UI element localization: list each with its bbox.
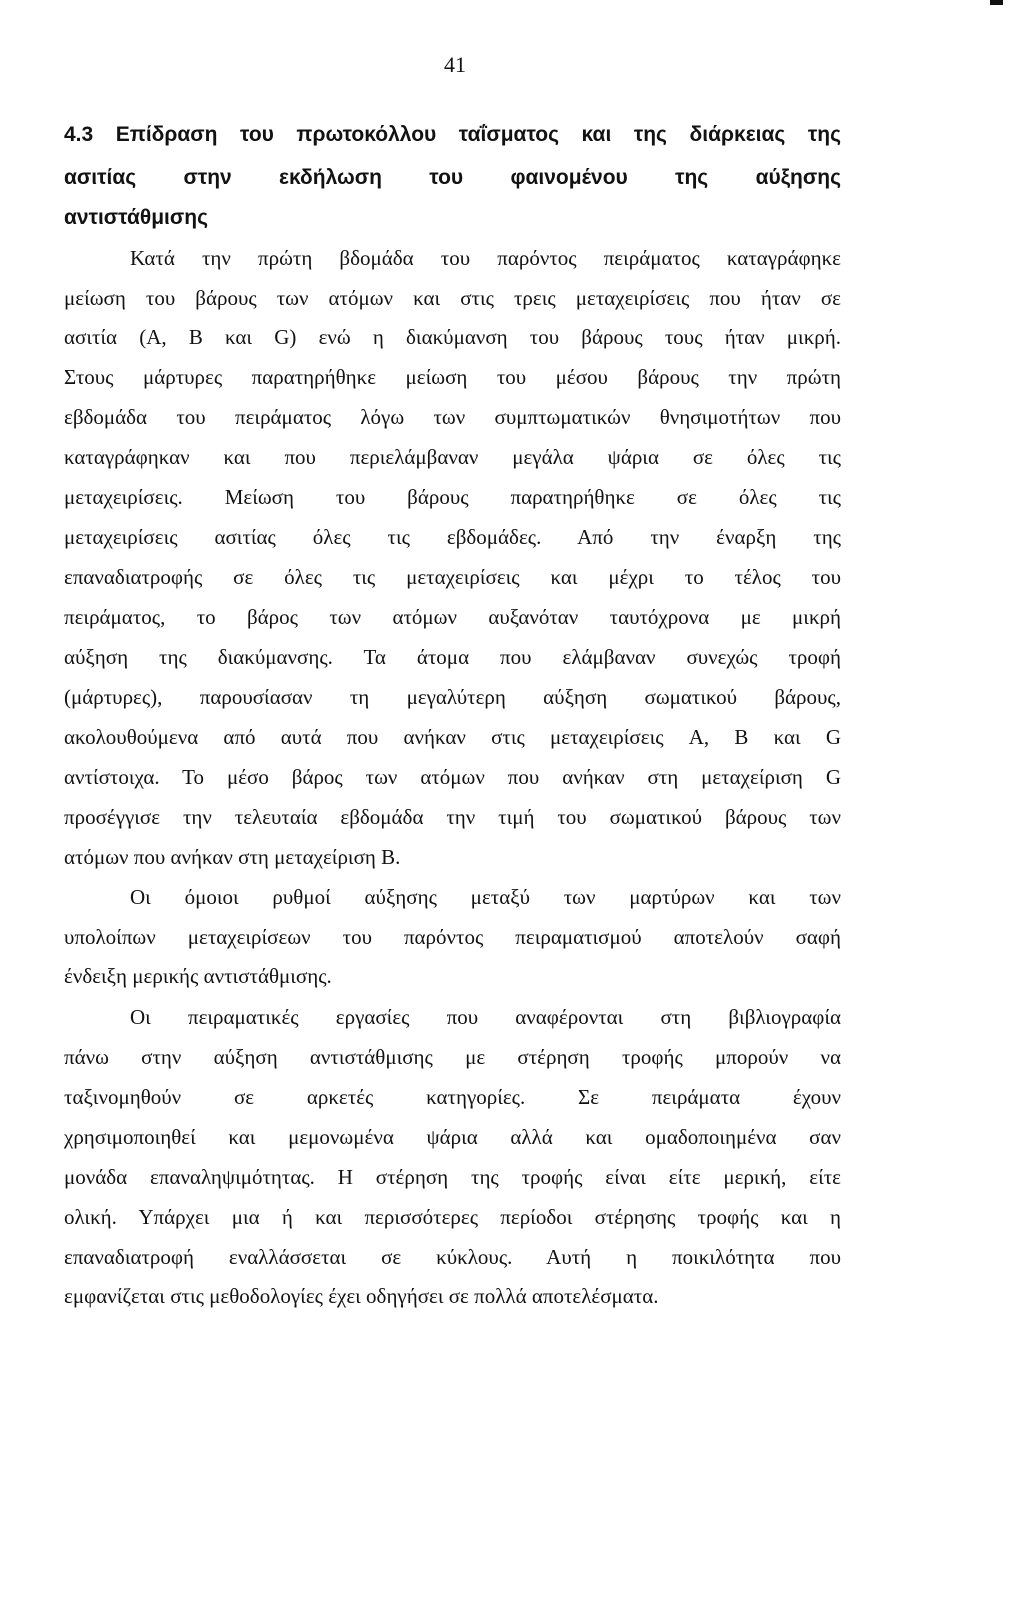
text-line: εμφανίζεται στις μεθοδολογίες έχει οδηγήσει σε πολλά αποτελέσματα. [64,1284,659,1308]
text-line: ταξινομηθούν σε αρκετές κατηγορίες. Σε πειράματα έχουν [64,1085,841,1109]
text-line: (μάρτυρες), παρουσίασαν τη μεγαλύτερη αύξηση σωματικού βάρους, [64,685,841,709]
text-line: εβδομάδα του πειράματος λόγω των συμπτωματικών θνησιμοτήτων που [64,405,841,429]
text-line: επαναδιατροφή εναλλάσσεται σε κύκλους. Αυτή η ποικιλότητα που [64,1245,841,1269]
section-heading-line: ασιτίας στην εκδήλωση του φαινομένου της αύξησης [64,166,841,189]
text-line: ασιτία (A, B και G) ενώ η διακύμανση του βάρους τους ήταν μικρή. [64,325,841,349]
scan-mark [990,0,1003,5]
text-line: μεταχειρίσεις ασιτίας όλες τις εβδομάδες. Από την έναρξη της [64,525,841,549]
text-line: πάνω στην αύξηση αντιστάθμισης με στέρηση τροφής μπορούν να [64,1045,841,1069]
text-line: υπολοίπων μεταχειρίσεων του παρόντος πειραματισμού αποτελούν σαφή [64,925,841,949]
text-line: ένδειξη μερικής αντιστάθμισης. [64,964,332,988]
text-line: μονάδα επαναληψιμότητας. Η στέρηση της τροφής είναι είτε μερική, είτε [64,1165,841,1189]
text-line: προσέγγισε την τελευταία εβδομάδα την τιμή του σωματικού βάρους των [64,805,841,829]
text-line: αύξηση της διακύμανσης. Τα άτομα που ελάμβαναν συνεχώς τροφή [64,645,841,669]
text-line: Κατά την πρώτη βδομάδα του παρόντος πειράματος καταγράφηκε [130,246,841,270]
text-line: μεταχειρίσεις. Μείωση του βάρους παρατηρήθηκε σε όλες τις [64,485,841,509]
text-line: ολική. Υπάρχει μια ή και περισσότερες περίοδοι στέρησης τροφής και η [64,1205,841,1229]
text-line: Στους μάρτυρες παρατηρήθηκε μείωση του μέσου βάρους την πρώτη [64,365,841,389]
text-line: μείωση του βάρους των ατόμων και στις τρεις μεταχειρίσεις που ήταν σε [64,286,841,310]
text-line: χρησιμοποιηθεί και μεμονωμένα ψάρια αλλά και ομαδοποιημένα σαν [64,1125,841,1149]
text-line: Οι πειραματικές εργασίες που αναφέρονται στη βιβλιογραφία [130,1005,841,1029]
text-line: αντίστοιχα. Το μέσο βάρος των ατόμων που ανήκαν στη μεταχείριση G [64,765,841,789]
page-number: 41 [444,52,466,77]
text-line: ατόμων που ανήκαν στη μεταχείριση B. [64,845,401,869]
text-line: Οι όμοιοι ρυθμοί αύξησης μεταξύ των μαρτύρων και των [130,885,841,909]
section-heading-line: 4.3 Επίδραση του πρωτοκόλλου ταΐσματος και της διάρκειας της [64,123,841,146]
section-heading-line: αντιστάθμισης [64,206,209,229]
text-line: πειράματος, το βάρος των ατόμων αυξανόταν ταυτόχρονα με μικρή [64,605,841,629]
text-line: επαναδιατροφής σε όλες τις μεταχειρίσεις και μέχρι το τέλος του [64,565,841,589]
text-line: καταγράφηκαν και που περιελάμβαναν μεγάλα ψάρια σε όλες τις [64,445,841,469]
text-line: ακολουθούμενα από αυτά που ανήκαν στις μεταχειρίσεις A, B και G [64,725,841,749]
